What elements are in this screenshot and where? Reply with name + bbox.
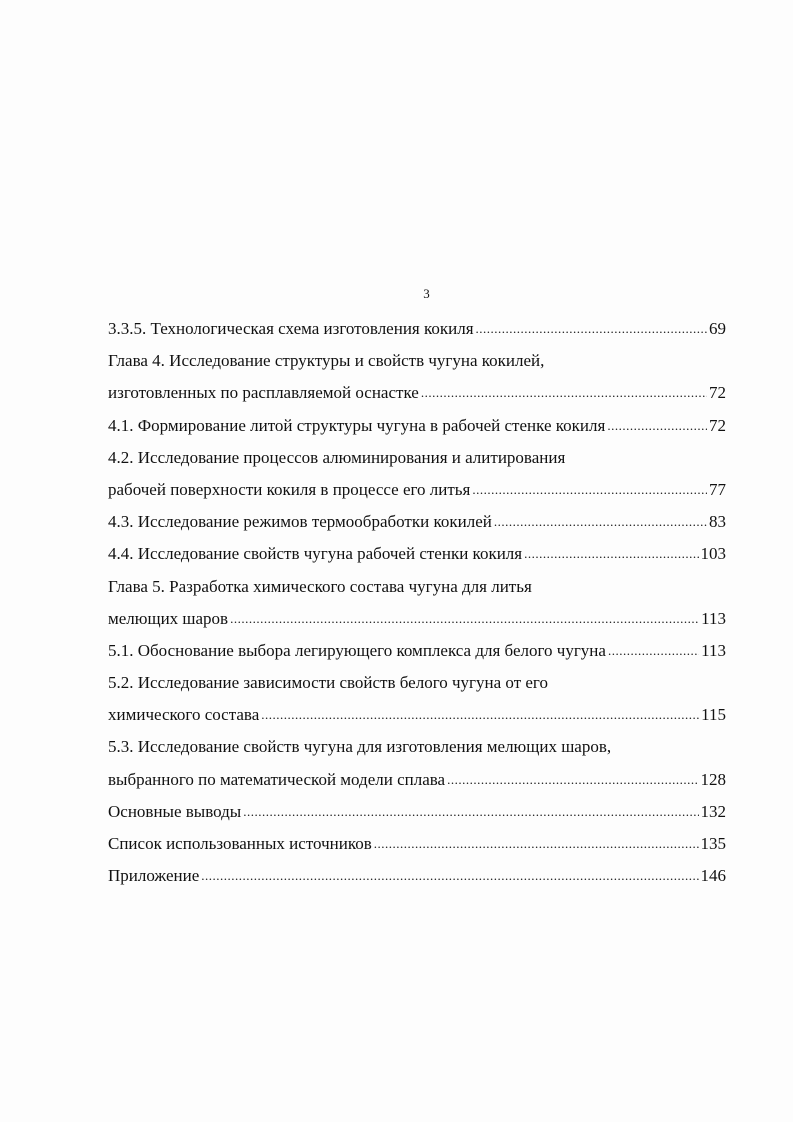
- toc-leader-dots: [472, 473, 707, 506]
- toc-entry-title: 4.2. Исследование процессов алюминирования и алитирования: [108, 447, 566, 467]
- toc-leader-dots: [374, 827, 699, 860]
- toc-entry-title: 4.1. Формирование литой структуры чугуна в рабочей стенке кокиля: [108, 415, 606, 435]
- toc-entry: [108, 410, 726, 442]
- toc-entry-page: 132: [700, 801, 726, 821]
- toc-entry-page: 113: [701, 640, 726, 660]
- toc-entry-page: 72: [709, 415, 726, 435]
- page-number: 3: [423, 286, 430, 301]
- toc-entry-page: 128: [700, 769, 726, 789]
- toc-entry: [108, 635, 726, 667]
- toc-entry-page: 83: [709, 512, 726, 532]
- toc-leader-dots: [524, 537, 698, 570]
- toc-entry-title: 5.3. Исследование свойств чугуна для изготовления мелющих шаров,: [108, 737, 612, 757]
- toc-leader-dots: [201, 859, 698, 892]
- toc-entry: [108, 377, 726, 409]
- toc-entry-title: выбранного по математической модели сплава: [108, 769, 446, 789]
- toc-entry-title: Глава 5. Разработка химического состава чугуна для литья: [108, 576, 532, 596]
- toc-entry-page: 135: [700, 834, 726, 853]
- toc-entry-title: Список использованных источников: [108, 834, 372, 853]
- toc-entry-title: 4.4. Исследование свойств чугуна рабочей стенки кокиля: [108, 544, 523, 564]
- toc-entry: [108, 474, 726, 506]
- toc-entry-title: Глава 4. Исследование структуры и свойств чугуна кокилей,: [108, 351, 545, 371]
- toc-entry-title: 5.1. Обоснование выбора легирующего комплекса для белого чугуна: [108, 640, 606, 660]
- toc-entry-page: 113: [701, 608, 726, 628]
- toc-leader-dots: [494, 505, 707, 538]
- toc-entry-title: рабочей поверхности кокиля в процессе его литья: [108, 479, 471, 499]
- toc-entry: [108, 731, 726, 763]
- toc-entry: [108, 828, 726, 860]
- toc-entry: [108, 764, 726, 796]
- toc-entry: [108, 699, 726, 731]
- toc-entry: [108, 538, 726, 570]
- toc-entry-title: Приложение: [108, 866, 200, 886]
- table-of-contents: [108, 313, 726, 892]
- toc-entry: [108, 667, 726, 699]
- toc-entry-page: 103: [700, 544, 726, 564]
- toc-leader-dots: [608, 634, 699, 667]
- toc-entry: [108, 796, 726, 828]
- toc-entry: [108, 313, 726, 345]
- toc-entry: [108, 603, 726, 635]
- toc-entry: [108, 571, 726, 603]
- toc-entry: [108, 442, 726, 474]
- toc-entry-title: изготовленных по расплавляемой оснастке: [108, 383, 419, 403]
- toc-leader-dots: [447, 763, 698, 796]
- toc-entry-page: 77: [709, 479, 726, 499]
- toc-leader-dots: [607, 409, 707, 442]
- toc-entry-page: 69: [709, 319, 726, 338]
- toc-leader-dots: [230, 602, 699, 635]
- toc-leader-dots: [261, 698, 699, 731]
- toc-entry-page: 115: [701, 705, 726, 725]
- toc-entry-title: 4.3. Исследование режимов термообработки кокилей: [108, 512, 492, 532]
- toc-entry-page: 146: [700, 866, 726, 886]
- toc-entry-page: 72: [709, 383, 726, 403]
- toc-entry: [108, 860, 726, 892]
- toc-entry-title: 3.3.5. Технологическая схема изготовления кокиля: [108, 319, 474, 338]
- toc-entry-title: Основные выводы: [108, 801, 242, 821]
- toc-entry-title: химического состава: [108, 705, 260, 725]
- toc-leader-dots: [476, 312, 707, 345]
- toc-leader-dots: [243, 795, 698, 828]
- toc-entry-title: 5.2. Исследование зависимости свойств белого чугуна от его: [108, 673, 548, 693]
- toc-entry: [108, 506, 726, 538]
- toc-entry-title: мелющих шаров: [108, 608, 229, 628]
- toc-entry: [108, 345, 726, 377]
- toc-leader-dots: [421, 376, 707, 409]
